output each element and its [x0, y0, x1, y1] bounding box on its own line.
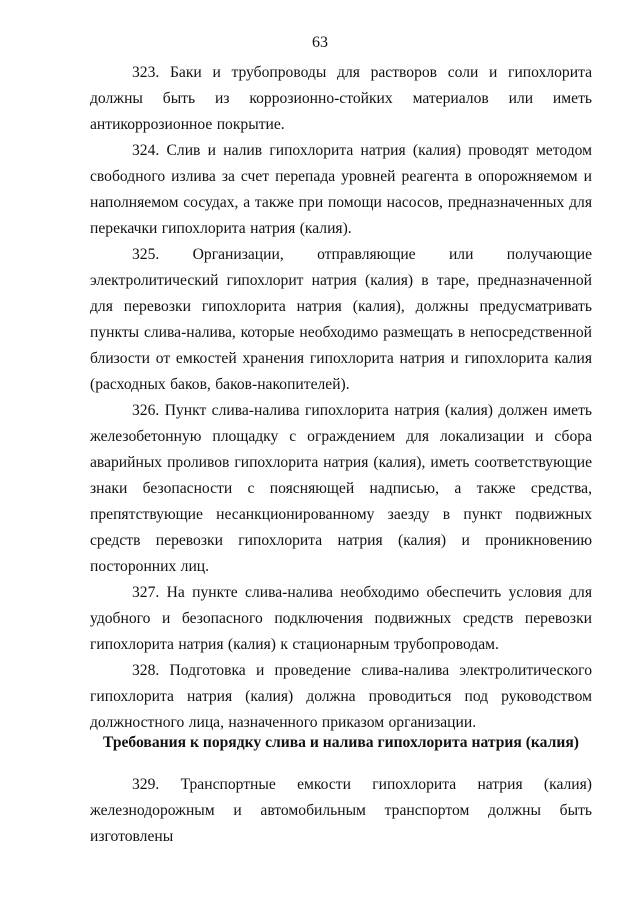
paragraph-328: 328. Подготовка и проведение слива-налива электролитического гипохлорита натрия (калия) должна проводиться под руководством должностного лица, назначенного приказом организации. — [90, 662, 592, 731]
section-heading: Требования к порядку слива и налива гипохлорита натрия (калия) — [103, 734, 579, 751]
paragraph-323: 323. Баки и трубопроводы для растворов соли и гипохлорита должны быть из коррозионно-стойких материалов или иметь антикоррозионное покрытие. — [90, 64, 592, 133]
paragraph-325: 325. Организации, отправляющие или получающие электролитический гипохлорит натрия (калия) в таре, предназначенной для перевозки гипохлорита натрия (калия), должны предусматривать пункты слива-налива, которые необходимо размещать в непосредственной близости от емкостей хранения гипохлорита натрия и гипохлорита калия (расходных баков, баков-накопителей). — [90, 246, 592, 393]
paragraph-324: 324. Слив и налив гипохлорита натрия (калия) проводят методом свободного излива за счет перепада уровней реагента в опорожняемом и наполняемом сосудах, а также при помощи насосов, предназначенных для перекачки гипохлорита натрия (калия). — [90, 142, 592, 237]
page-number: 63 — [312, 34, 328, 51]
paragraph-326: 326. Пункт слива-налива гипохлорита натрия (калия) должен иметь железобетонную площадку с ограждением для локализации и сбора аварийных проливов гипохлорита натрия (калия), иметь соответствующие знаки безопасности с поясняющей надписью, а также средства, препятствующие несанкционированному заезду в пункт подвижных средств перевозки гипохлорита натрия (калия) и проникновению посторонних лиц. — [90, 402, 592, 575]
paragraph-block — [90, 60, 592, 736]
paragraph-327: 327. На пункте слива-налива необходимо обеспечить условия для удобного и безопасного подключения подвижных средств перевозки гипохлорита натрия (калия) к стационарным трубопроводам. — [90, 584, 592, 653]
paragraph-329: 329. Транспортные емкости гипохлорита натрия (калия) железнодорожным и автомобильным транспортом должны быть изготовлены — [90, 776, 592, 845]
